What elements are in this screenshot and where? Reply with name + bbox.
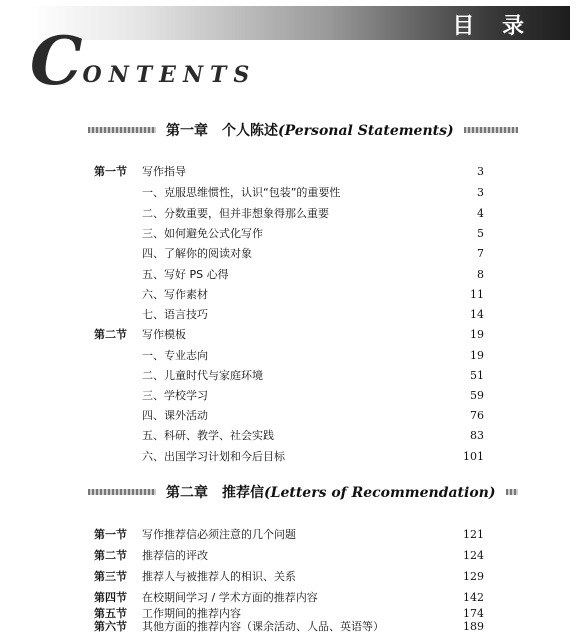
contents-heading <box>30 22 256 100</box>
chapter-title <box>166 120 454 140</box>
page-number: 101 <box>463 450 484 463</box>
page-number: 5 <box>477 227 484 240</box>
page-number: 76 <box>470 409 484 422</box>
section-number: 第五节 <box>94 607 127 620</box>
toc-section-row[interactable] <box>94 618 484 638</box>
toc-item-row[interactable] <box>142 286 484 306</box>
page-number: 83 <box>470 429 484 442</box>
section-number: 第一节 <box>94 528 127 541</box>
section-title: 在校期间学习 / 学术方面的推荐内容 <box>142 591 318 604</box>
section-number: 第四节 <box>94 591 127 604</box>
section-title: 写作指导 <box>142 165 186 178</box>
section-number: 第二节 <box>94 328 127 341</box>
page-number: 4 <box>477 207 484 220</box>
item-title: 四、课外活动 <box>142 409 208 422</box>
item-title: 五、写好 PS 心得 <box>142 268 229 281</box>
contents-initial: C <box>30 22 83 100</box>
page-number: 19 <box>470 328 484 341</box>
page-number: 7 <box>477 247 484 260</box>
item-title: 六、写作素材 <box>142 288 208 301</box>
page-number: 124 <box>463 549 484 562</box>
chapter-heading <box>88 481 518 503</box>
section-title: 写作推荐信必须注意的几个问题 <box>142 528 296 541</box>
chapter-title-en: (Personal Statements) <box>278 123 454 139</box>
section-number: 第一节 <box>94 165 127 178</box>
section-number: 第二节 <box>94 549 127 562</box>
section-title: 推荐信的评改 <box>142 549 208 562</box>
page-number: 129 <box>463 570 484 583</box>
item-title: 四、了解你的阅读对象 <box>142 247 252 260</box>
toc-section-row[interactable] <box>94 163 484 183</box>
item-title: 一、专业志向 <box>142 349 208 362</box>
section-title: 写作模板 <box>142 328 186 341</box>
page-number: 14 <box>470 308 484 321</box>
toc-item-row[interactable] <box>142 407 484 427</box>
page-number: 51 <box>470 369 484 382</box>
chapter-heading <box>88 119 518 141</box>
item-title: 三、学校学习 <box>142 389 208 402</box>
item-title: 六、出国学习计划和今后目标 <box>142 450 285 463</box>
page-number: 174 <box>463 607 484 620</box>
chapter-rule-right <box>506 489 519 495</box>
item-title: 二、儿童时代与家庭环境 <box>142 369 263 382</box>
toc-item-row[interactable] <box>142 205 484 225</box>
contents-rest: ONTENTS <box>82 62 257 88</box>
item-title: 七、语言技巧 <box>142 308 208 321</box>
toc-item-row[interactable] <box>142 184 484 204</box>
item-title: 三、如何避免公式化写作 <box>142 227 263 240</box>
toc-item-row[interactable] <box>142 448 484 468</box>
item-title: 五、科研、教学、社会实践 <box>142 429 274 442</box>
toc-section-row[interactable] <box>94 526 484 546</box>
section-title: 工作期间的推荐内容 <box>142 607 241 620</box>
section-title: 推荐人与被推荐人的相识、关系 <box>142 570 296 583</box>
item-title: 二、分数重要，但并非想象得那么重要 <box>142 207 329 220</box>
chapter-title <box>166 482 496 502</box>
chapter-title-cn: 第一章 个人陈述 <box>166 123 278 139</box>
toc-item-row[interactable] <box>142 245 484 265</box>
page-number: 59 <box>470 389 484 402</box>
header-title: 目 录 <box>452 14 534 39</box>
page-number: 142 <box>463 591 484 604</box>
chapter-rule-right <box>464 127 518 133</box>
toc-item-row[interactable] <box>142 266 484 286</box>
toc-item-row[interactable] <box>142 225 484 245</box>
page-number: 3 <box>477 186 484 199</box>
item-title: 一、克服思维惯性，认识“包装”的重要性 <box>142 186 341 199</box>
toc-item-row[interactable] <box>142 387 484 407</box>
toc-section-row[interactable] <box>94 326 484 346</box>
section-number: 第六节 <box>94 620 127 633</box>
page-number: 8 <box>477 268 484 281</box>
section-number: 第三节 <box>94 570 127 583</box>
toc-item-row[interactable] <box>142 367 484 387</box>
chapter-rule-left <box>88 127 156 133</box>
section-title: 其他方面的推荐内容（课余活动、人品、英语等） <box>142 620 384 633</box>
toc-item-row[interactable] <box>142 347 484 367</box>
toc-item-row[interactable] <box>142 306 484 326</box>
toc-section-row[interactable] <box>94 547 484 567</box>
chapter-title-cn: 第二章 推荐信 <box>166 485 264 501</box>
chapter-rule-left <box>88 489 156 495</box>
page-number: 3 <box>477 165 484 178</box>
page-number: 121 <box>463 528 484 541</box>
page-number: 19 <box>470 349 484 362</box>
page-number: 11 <box>470 288 484 301</box>
toc-section-row[interactable] <box>94 568 484 588</box>
page-number: 189 <box>463 620 484 633</box>
toc-item-row[interactable] <box>142 427 484 447</box>
chapter-title-en: (Letters of Recommendation) <box>264 485 496 501</box>
